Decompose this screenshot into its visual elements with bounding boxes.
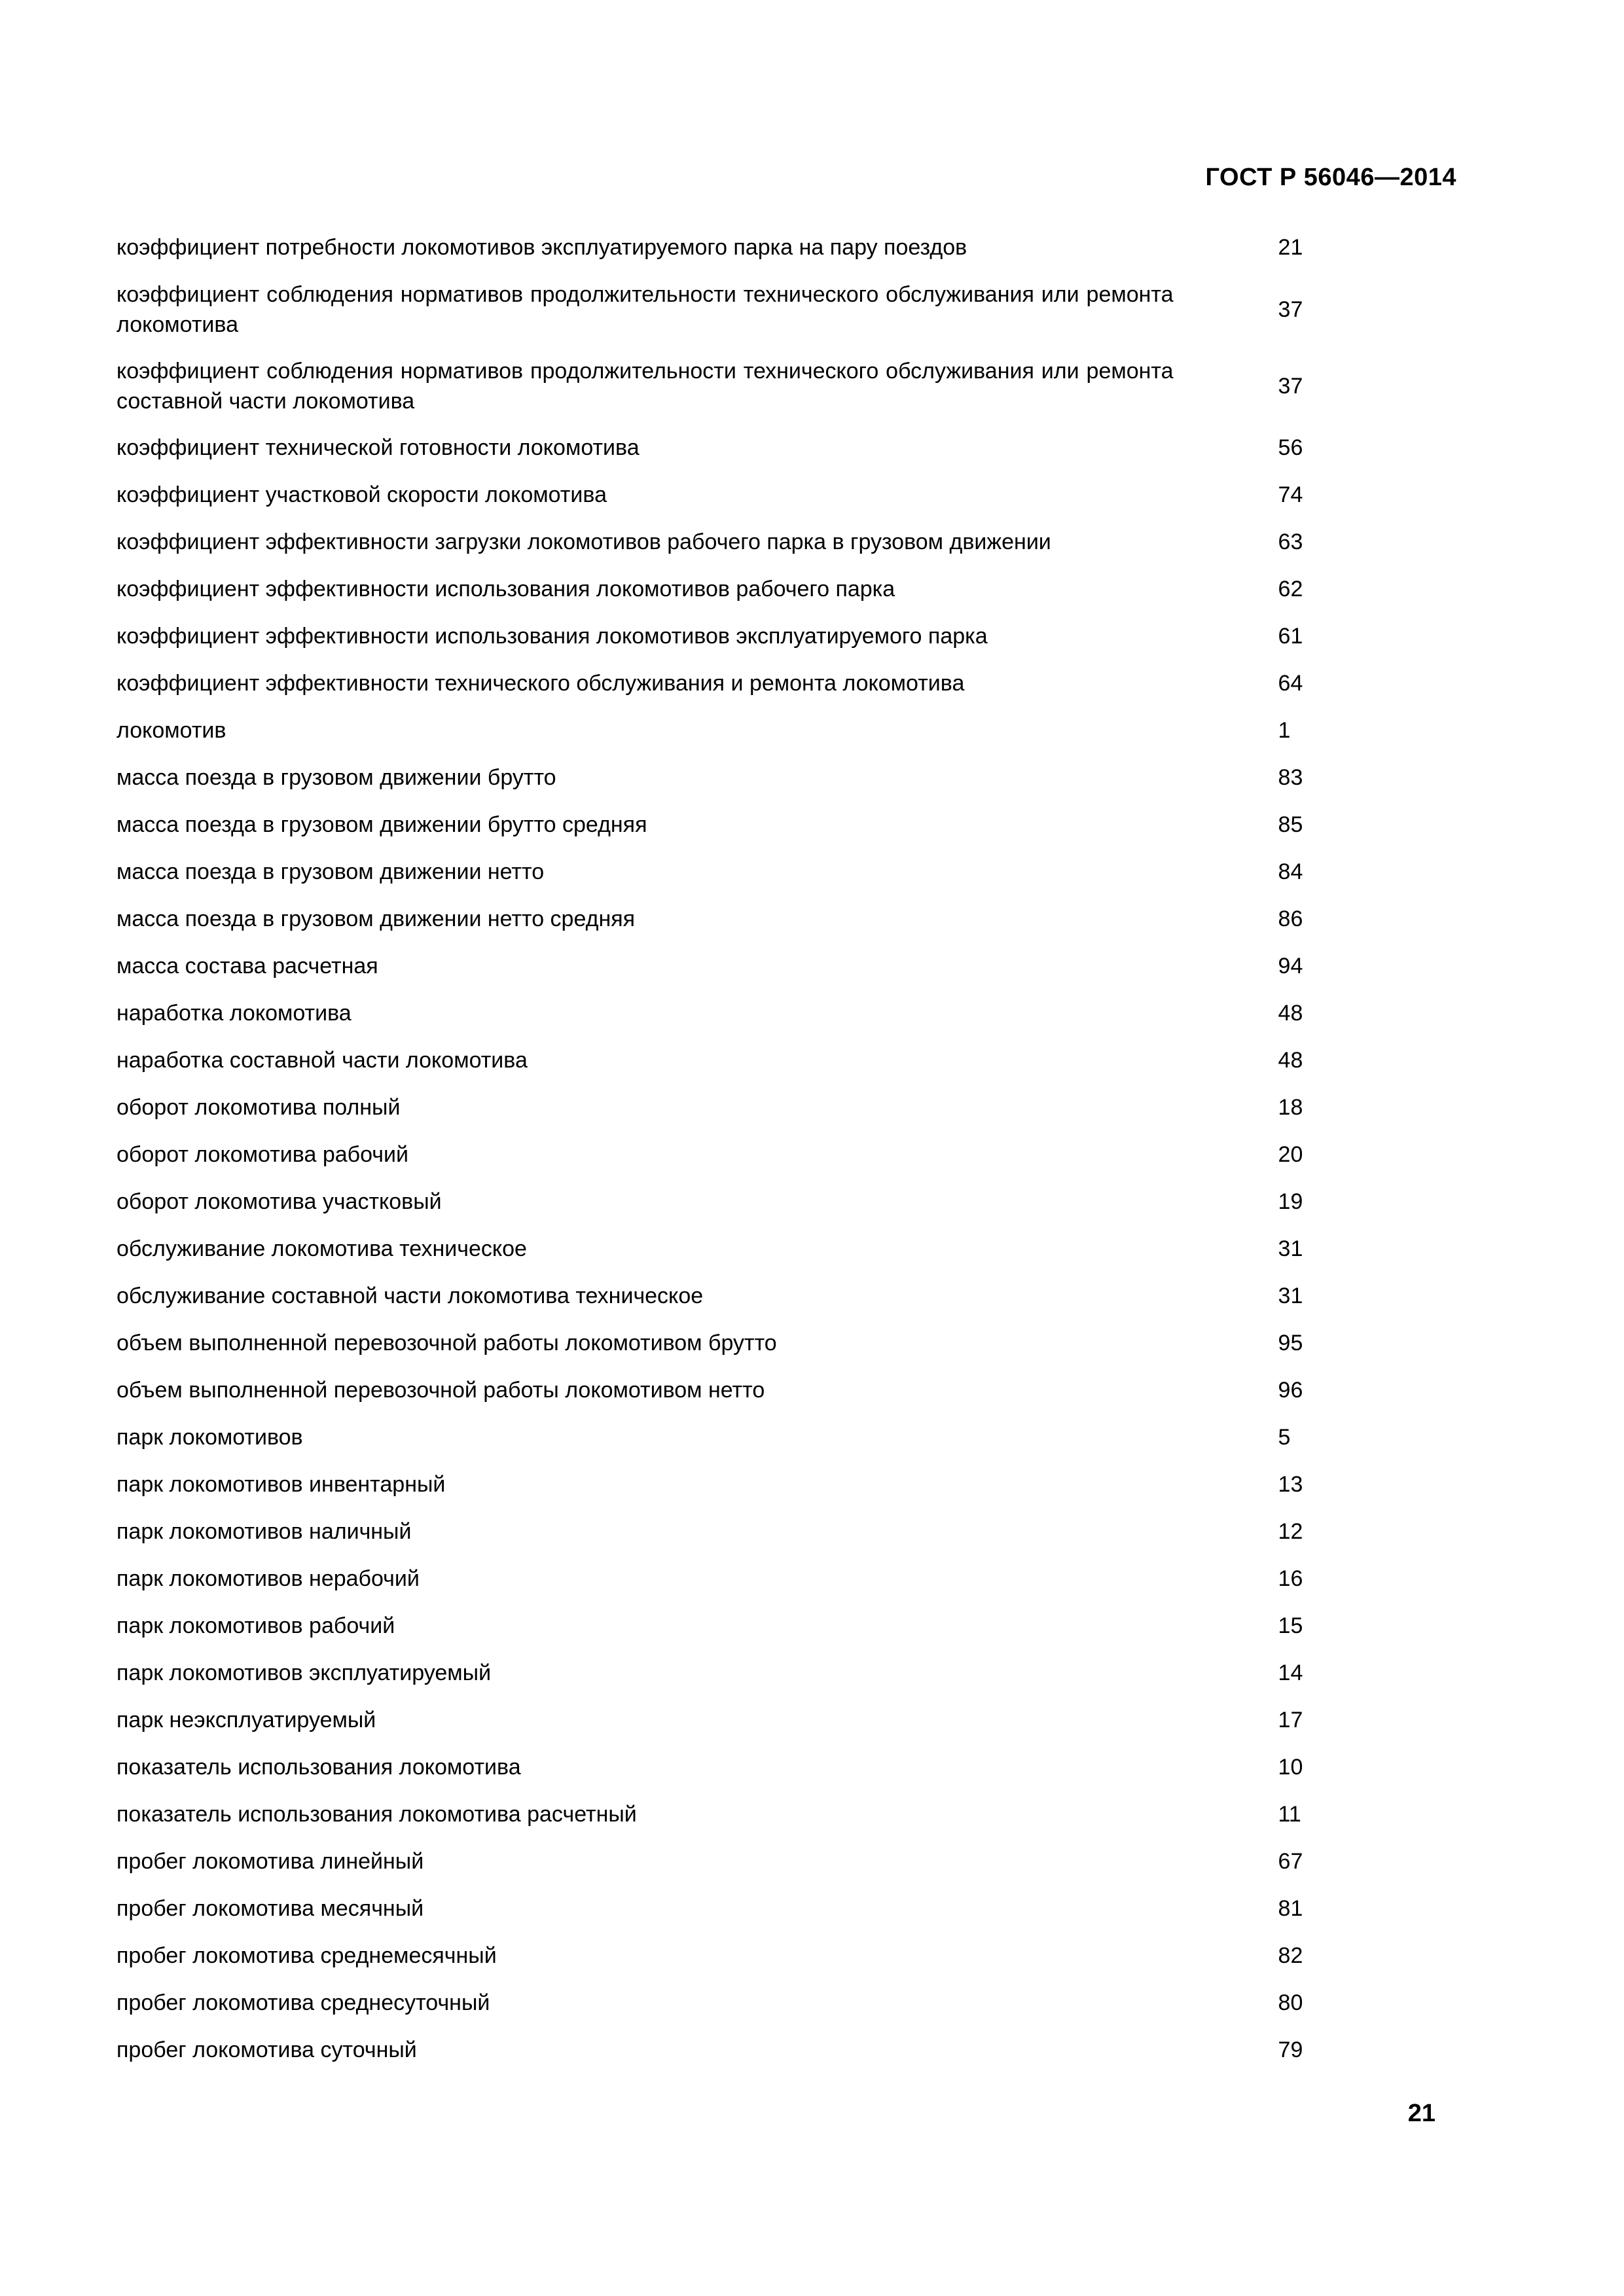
index-entry (117, 1649, 1334, 1696)
index-entry (117, 271, 1334, 348)
index-entry (117, 895, 1334, 942)
index-term-number: 61 (1278, 624, 1303, 649)
index-term: пробег локомотива среднесуточный (117, 1990, 490, 2015)
index-term: коэффициент соблюдения нормативов продолжительности технического обслуживания или ремонта составной части локомотива (117, 358, 1174, 414)
index-entry (117, 348, 1334, 424)
index-term: масса поезда в грузовом движении нетто средняя (117, 906, 636, 931)
index-term-number: 21 (1278, 235, 1303, 260)
index-term-number: 74 (1278, 482, 1303, 507)
index-term: оборот локомотива рабочий (117, 1142, 408, 1167)
index-entry (117, 1414, 1334, 1461)
index-term-number: 95 (1278, 1331, 1303, 1355)
index-term-number: 10 (1278, 1755, 1303, 1780)
index-term: коэффициент эффективности использования локомотивов эксплуатируемого парка (117, 624, 988, 649)
index-entry (117, 1602, 1334, 1649)
index-term-number: 37 (1278, 373, 1303, 399)
index-entry (117, 848, 1334, 895)
index-term: коэффициент потребности локомотивов эксплуатируемого парка на пару поездов (117, 235, 967, 260)
index-entry (117, 2026, 1334, 2073)
index-entry (117, 942, 1334, 990)
index-term: парк локомотивов рабочий (117, 1613, 395, 1638)
index-term-number: 62 (1278, 577, 1303, 601)
index-term: пробег локомотива суточный (117, 2037, 417, 2062)
index-term-number: 14 (1278, 1660, 1303, 1685)
index-term: масса поезда в грузовом движении брутто (117, 765, 556, 790)
page-number: 21 (1407, 2100, 1435, 2127)
index-term: показатель использования локомотива расчетный (117, 1802, 637, 1827)
index-term: коэффициент эффективности использования локомотивов рабочего парка (117, 577, 895, 601)
index-term-number: 86 (1278, 906, 1303, 931)
index-term: масса поезда в грузовом движении нетто (117, 859, 545, 884)
index-term-number: 48 (1278, 1001, 1303, 1026)
index-term: оборот локомотива полный (117, 1095, 401, 1120)
index-term: парк локомотивов (117, 1425, 303, 1450)
index-term-number: 80 (1278, 1990, 1303, 2015)
index-term-number: 94 (1278, 954, 1303, 978)
index-term-number: 1 (1278, 718, 1291, 743)
index-entry (117, 660, 1334, 707)
index-entry (117, 1178, 1334, 1225)
index-entry (117, 1932, 1334, 1979)
index-term: парк локомотивов инвентарный (117, 1472, 446, 1497)
index-term: обслуживание составной части локомотива техническое (117, 1283, 704, 1308)
index-term-number: 96 (1278, 1378, 1303, 1403)
index-term-number: 79 (1278, 2037, 1303, 2062)
index-entry (117, 518, 1334, 565)
index-entry (117, 1744, 1334, 1791)
index-term-number: 20 (1278, 1142, 1303, 1167)
index-term-number: 85 (1278, 812, 1303, 837)
index-entry (117, 707, 1334, 754)
index-term-number: 37 (1278, 296, 1303, 322)
term-index-list (117, 224, 1334, 2073)
index-entry (117, 1272, 1334, 1319)
index-entry (117, 471, 1334, 518)
index-term-number: 81 (1278, 1896, 1303, 1921)
index-term: парк локомотивов нерабочий (117, 1566, 420, 1591)
index-term: пробег локомотива среднемесячный (117, 1943, 497, 1968)
index-term-number: 63 (1278, 529, 1303, 554)
index-term: масса состава расчетная (117, 954, 378, 978)
index-term: коэффициент соблюдения нормативов продолжительности технического обслуживания или ремонта локомотива (117, 281, 1174, 337)
index-term-number: 11 (1278, 1802, 1301, 1827)
index-term: парк локомотивов наличный (117, 1519, 412, 1544)
index-entry (117, 1225, 1334, 1272)
index-entry (117, 1461, 1334, 1508)
index-term-number: 56 (1278, 435, 1303, 460)
index-term-number: 13 (1278, 1472, 1303, 1497)
index-entry (117, 613, 1334, 660)
index-entry (117, 424, 1334, 471)
document-header: ГОСТ Р 56046—2014 (1205, 164, 1456, 191)
index-term: наработка составной части локомотива (117, 1048, 528, 1073)
index-term: наработка локомотива (117, 1001, 352, 1026)
index-term: коэффициент эффективности технического обслуживания и ремонта локомотива (117, 671, 965, 696)
index-entry (117, 1838, 1334, 1885)
index-term: пробег локомотива линейный (117, 1849, 424, 1874)
index-term: коэффициент участковой скорости локомотива (117, 482, 607, 507)
index-entry (117, 1555, 1334, 1602)
index-entry (117, 224, 1334, 271)
index-term-number: 16 (1278, 1566, 1303, 1591)
index-term-number: 5 (1278, 1425, 1291, 1450)
index-term-number: 19 (1278, 1189, 1303, 1214)
index-entry (117, 801, 1334, 848)
index-term: пробег локомотива месячный (117, 1896, 424, 1921)
index-entry (117, 1131, 1334, 1178)
index-term-number: 48 (1278, 1048, 1303, 1073)
index-entry (117, 1037, 1334, 1084)
index-term-number: 82 (1278, 1943, 1303, 1968)
index-term: коэффициент технической готовности локомотива (117, 435, 640, 460)
index-term: парк локомотивов эксплуатируемый (117, 1660, 492, 1685)
index-term: объем выполненной перевозочной работы локомотивом нетто (117, 1378, 765, 1403)
index-term: локомотив (117, 718, 226, 743)
index-term-number: 31 (1278, 1236, 1303, 1261)
index-entry (117, 1508, 1334, 1555)
index-entry (117, 1979, 1334, 2026)
index-entry (117, 565, 1334, 613)
index-term-number: 67 (1278, 1849, 1303, 1874)
index-term: обслуживание локомотива техническое (117, 1236, 527, 1261)
index-term-number: 17 (1278, 1708, 1303, 1732)
index-entry (117, 1367, 1334, 1414)
index-term-number: 31 (1278, 1283, 1303, 1308)
index-entry (117, 990, 1334, 1037)
index-term-number: 18 (1278, 1095, 1303, 1120)
index-entry (117, 1885, 1334, 1932)
index-term-number: 84 (1278, 859, 1303, 884)
index-entry (117, 1319, 1334, 1367)
index-term: оборот локомотива участковый (117, 1189, 442, 1214)
index-term-number: 15 (1278, 1613, 1303, 1638)
index-term-number: 12 (1278, 1519, 1303, 1544)
index-term: коэффициент эффективности загрузки локомотивов рабочего парка в грузовом движении (117, 529, 1051, 554)
index-entry (117, 754, 1334, 801)
index-entry (117, 1791, 1334, 1838)
index-term-number: 83 (1278, 765, 1303, 790)
index-entry (117, 1696, 1334, 1744)
index-entry (117, 1084, 1334, 1131)
index-term: объем выполненной перевозочной работы локомотивом брутто (117, 1331, 777, 1355)
index-term: парк неэксплуатируемый (117, 1708, 376, 1732)
index-term: масса поезда в грузовом движении брутто средняя (117, 812, 647, 837)
index-term: показатель использования локомотива (117, 1755, 521, 1780)
index-term-number: 64 (1278, 671, 1303, 696)
